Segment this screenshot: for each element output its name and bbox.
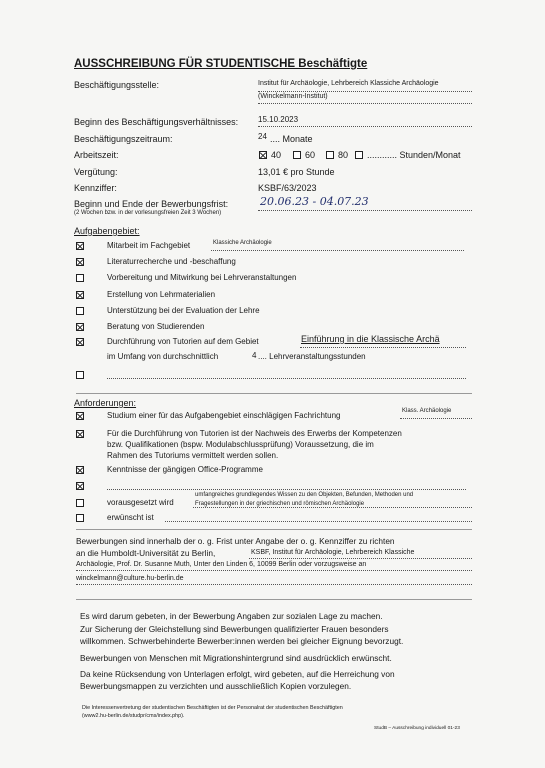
studium-line (400, 418, 472, 419)
office-checkbox[interactable] (76, 466, 84, 474)
verguetung-value: 13,01 € pro Stunde (258, 167, 335, 177)
aufgabe-3-label: Vorbereitung und Mitwirkung bei Lehrveranstaltungen (107, 273, 297, 282)
studium-checkbox[interactable] (76, 412, 84, 420)
tutorium-line-3: Rahmen des Tutoriums vermittelt werden sollen. (107, 451, 279, 460)
arbeitszeit-60-label: 60 (305, 150, 316, 160)
separator-2 (76, 529, 472, 530)
verguetung-label: Vergütung: (74, 167, 118, 177)
bewerbung-line1: Bewerbungen sind innerhalb der o. g. Frist unter Angabe der o. g. Kennziffer zu richten (76, 536, 395, 546)
tutorium-checkbox[interactable] (76, 430, 84, 438)
umfang-suffix: .... Lehrveranstaltungsstunden (258, 352, 366, 361)
arbeitszeit-40-checkbox[interactable] (259, 151, 267, 159)
office-label: Kenntnisse der gängigen Office-Programme (107, 465, 263, 474)
stelle-value-line2: (Winckelmann-Institut) (258, 93, 328, 100)
aufgabe-4-label: Erstellung von Lehrmaterialien (107, 290, 216, 299)
aufgabe-1-line (211, 250, 464, 251)
hinweis-line2: Zur Sicherung der Gleichstellung sind Bewerbungen qualifizierter Frauen besonders (80, 624, 389, 634)
bewerbung-line4-fill: winckelmann@culture.hu-berlin.de (76, 575, 184, 582)
umfang-value: 4 (252, 351, 257, 360)
tutorium-line-2: bzw. Qualifikationen (bspw. Modulabschlussprüfung) Voraussetzung, die im (107, 440, 374, 449)
aufgabe-7-checkbox[interactable] (76, 338, 84, 346)
arbeitszeit-other-checkbox[interactable] (355, 151, 363, 159)
umfang-prefix: im Umfang von durchschnittlich (107, 352, 219, 361)
frist-value-handwritten: 20.06.23 - 04.07.23 (260, 195, 369, 208)
aufgabe-8-line (107, 378, 466, 379)
zeitraum-label: Beschäftigungszeitraum: (74, 134, 173, 144)
footer-line2: (www2.hu-berlin.de/studpr/cms/index.php). (82, 713, 185, 719)
arbeitszeit-label: Arbeitszeit: (74, 150, 119, 160)
vorausgesetzt-line2: Fragestellungen in der griechischen und römischen Archäologie (195, 501, 365, 507)
zeitraum-unit: .... Monate (270, 134, 313, 144)
separator-3 (76, 599, 472, 600)
bewerbung-line2-dots (249, 558, 472, 559)
separator-1 (76, 393, 472, 394)
footer-code: StudB – Ausschreibung individuell 01-23 (374, 726, 460, 731)
erwuenscht-checkbox[interactable] (76, 514, 84, 522)
arbeitszeit-60-checkbox[interactable] (293, 151, 301, 159)
zeitraum-value: 24 (258, 132, 267, 141)
tutorium-line-1: Für die Durchführung von Tutorien ist der Nachweis des Erwerbs der Kompetenzen (107, 429, 402, 438)
aufgabe-1-checkbox[interactable] (76, 242, 84, 250)
beginn-line (258, 126, 472, 127)
document-title: AUSSCHREIBUNG FÜR STUDENTISCHE Beschäftigte (74, 58, 368, 70)
vorausgesetzt-line1: umfangreiches grundlegendes Wissen zu den Objekten, Befunden, Methoden und (195, 492, 414, 498)
aufgabe-5-checkbox[interactable] (76, 307, 84, 315)
aufgabe-4-checkbox[interactable] (76, 291, 84, 299)
arbeitszeit-80-checkbox[interactable] (326, 151, 334, 159)
kennziffer-value: KSBF/63/2023 (258, 183, 317, 193)
aufgabe-7-line (300, 347, 466, 348)
hinweis-line3: willkommen. Schwerbehinderte Bewerber:innen werden bei gleicher Eignung bevorzugt. (80, 636, 404, 646)
frist-label: Beginn und Ende der Bewerbungsfrist: (74, 199, 229, 209)
stelle-line2 (258, 103, 472, 104)
beginn-label: Beginn des Beschäftigungsverhältnisses: (74, 117, 239, 127)
stelle-label: Beschäftigungsstelle: (74, 80, 160, 90)
frist-note: (2 Wochen bzw. in der vorlesungsfreien Zeit 3 Wochen) (74, 210, 222, 216)
vorausgesetzt-dotline (193, 507, 472, 508)
aufgabe-8-checkbox[interactable] (76, 371, 84, 379)
erwuenscht-line (165, 521, 472, 522)
vorausgesetzt-checkbox[interactable] (76, 499, 84, 507)
extra-requirement-line (107, 489, 466, 490)
hinweis-line5: Da keine Rücksendung von Unterlagen erfolgt, wird gebeten, auf die Herreichung von (80, 669, 395, 679)
stelle-value-line1: Institut für Archäologie, Lehrbereich Klassiche Archäologie (258, 80, 439, 87)
aufgabe-1-fill: Klassiche Archäologie (213, 240, 272, 246)
aufgabe-1-label: Mitarbeit im Fachgebiet (107, 241, 191, 250)
bewerbung-line3-dots (76, 570, 472, 571)
hinweis-line1: Es wird darum gebeten, in der Bewerbung Angaben zur sozialen Lage zu machen. (80, 611, 383, 621)
footer-line1: Die Interessenvertretung der studentischen Beschäftigten ist der Personalrat der studentischen Beschäftigten (82, 705, 343, 711)
studium-label: Studium einer für das Aufgabengebiet einschlägigen Fachrichtung (107, 411, 341, 420)
aufgabe-5-label: Unterstützung bei der Evaluation der Lehre (107, 306, 260, 315)
stelle-line1 (258, 91, 472, 92)
aufgabe-7-label: Durchführung von Tutorien auf dem Gebiet (107, 337, 259, 346)
hinweis-line4: Bewerbungen von Menschen mit Migrationshintergrund sind ausdrücklich erwünscht. (80, 653, 392, 663)
aufgabe-2-label: Literaturrecherche und -beschaffung (107, 257, 236, 266)
tutorium-text (107, 428, 402, 461)
bewerbung-line3-fill: Archäologie, Prof. Dr. Susanne Muth, Unter den Linden 6, 10099 Berlin oder vorzugsweise an (76, 561, 367, 568)
aufgabe-7-fill: Einführung in die Klassische Archä (301, 334, 440, 344)
studium-fill: Klass. Archäologie (402, 408, 452, 414)
anforderungen-heading: Anforderungen: (74, 398, 137, 408)
aufgabe-2-checkbox[interactable] (76, 258, 84, 266)
kennziffer-label: Kennziffer: (74, 183, 117, 193)
bewerbung-line4-dots (76, 584, 472, 585)
erwuenscht-label: erwünscht ist (107, 513, 154, 522)
arbeitszeit-80-label: 80 (338, 150, 349, 160)
frist-line (258, 210, 472, 211)
bewerbung-line2-fill: KSBF, Institut für Archäologie, Lehrbereich Klassiche (251, 549, 415, 556)
bewerbung-line2-prefix: an die Humboldt-Universität zu Berlin, (76, 548, 216, 558)
arbeitszeit-40-label: 40 (271, 150, 282, 160)
aufgabe-6-checkbox[interactable] (76, 323, 84, 331)
hinweis-line6: Bewerbungsmappen zu verzichten und ausschließlich Kopien vorzulegen. (80, 681, 352, 691)
arbeitszeit-unit: ............ Stunden/Monat (367, 150, 461, 160)
beginn-value: 15.10.2023 (258, 115, 299, 124)
aufgabe-3-checkbox[interactable] (76, 274, 84, 282)
aufgabe-6-label: Beratung von Studierenden (107, 322, 205, 331)
vorausgesetzt-label: vorausgesetzt wird (107, 498, 174, 507)
aufgaben-heading: Aufgabengebiet: (74, 226, 140, 236)
extra-requirement-checkbox[interactable] (76, 482, 84, 490)
